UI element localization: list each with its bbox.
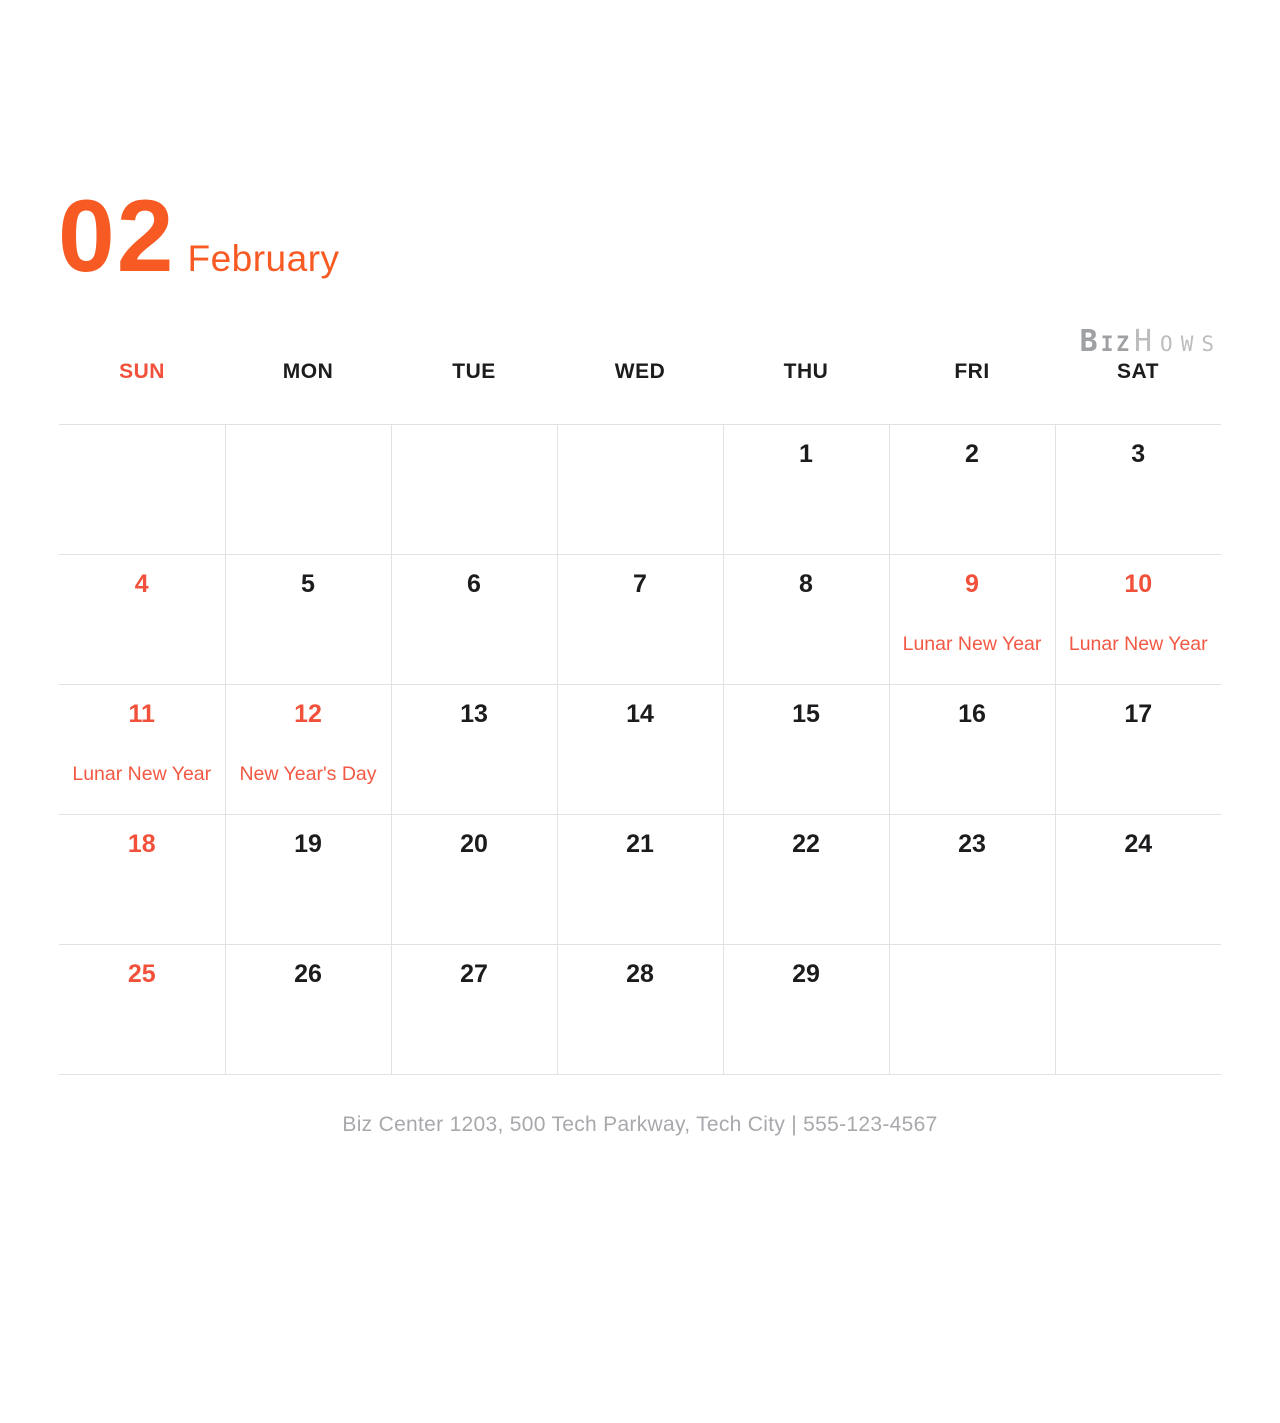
month-number: 02 — [58, 179, 176, 293]
weekday-header-row — [59, 342, 1221, 424]
day-cell-4 — [59, 554, 225, 684]
day-cell-2 — [889, 424, 1055, 554]
day-cell-17 — [1055, 684, 1221, 814]
day-cell-15 — [723, 684, 889, 814]
weekday-label-thu: THU — [783, 360, 829, 383]
empty-cell — [225, 424, 391, 554]
day-number: 27 — [460, 959, 488, 988]
day-number: 14 — [626, 699, 654, 728]
day-number: 24 — [1124, 829, 1153, 858]
brand-logo-part-1: Biz — [1079, 324, 1132, 359]
day-cell-11 — [59, 684, 225, 814]
day-number: 9 — [965, 569, 979, 598]
day-cell-1 — [723, 424, 889, 554]
day-number: 19 — [294, 829, 322, 858]
day-number: 25 — [127, 959, 156, 988]
empty-cell — [557, 424, 723, 554]
day-number: 10 — [1124, 569, 1153, 598]
day-cell-6 — [391, 554, 557, 684]
day-cell-3 — [1055, 424, 1221, 554]
weekday-label-wed: WED — [614, 360, 666, 383]
empty-cell — [889, 944, 1055, 1074]
day-number: 7 — [633, 569, 647, 598]
day-cell-9 — [889, 554, 1055, 684]
weekday-label-sun: SUN — [119, 360, 165, 383]
calendar-grid — [59, 342, 1221, 1075]
day-cell-20 — [391, 814, 557, 944]
day-number: 16 — [958, 699, 986, 728]
week-row-1 — [59, 424, 1221, 554]
day-cell-18 — [59, 814, 225, 944]
brand-logo-part-2: Hows — [1134, 324, 1222, 359]
day-number: 20 — [460, 829, 488, 858]
day-number: 2 — [965, 439, 979, 468]
day-number: 28 — [626, 959, 654, 988]
month-header — [58, 179, 1280, 293]
day-cell-22 — [723, 814, 889, 944]
day-cell-13 — [391, 684, 557, 814]
calendar-body — [59, 424, 1221, 1074]
day-number: 29 — [792, 959, 820, 988]
day-number: 6 — [467, 569, 481, 598]
empty-cell — [1055, 944, 1221, 1074]
day-number: 17 — [1124, 699, 1153, 728]
day-number: 26 — [294, 959, 322, 988]
weekday-label-tue: TUE — [452, 360, 496, 383]
weekday-label-mon: MON — [282, 360, 334, 383]
day-cell-14 — [557, 684, 723, 814]
day-cell-28 — [557, 944, 723, 1074]
day-number: 15 — [792, 699, 820, 728]
week-row-5 — [59, 944, 1221, 1074]
day-cell-24 — [1055, 814, 1221, 944]
day-cell-8 — [723, 554, 889, 684]
brand-logo — [1079, 324, 1222, 359]
day-cell-16 — [889, 684, 1055, 814]
empty-cell — [59, 424, 225, 554]
day-number: 5 — [301, 569, 315, 598]
day-number: 22 — [792, 829, 820, 858]
day-cell-27 — [391, 944, 557, 1074]
day-number: 23 — [958, 829, 986, 858]
day-cell-29 — [723, 944, 889, 1074]
day-cell-26 — [225, 944, 391, 1074]
day-number: 3 — [1131, 439, 1146, 468]
day-number: 1 — [799, 439, 813, 468]
week-row-3 — [59, 684, 1221, 814]
day-number: 18 — [127, 829, 156, 858]
day-cell-25 — [59, 944, 225, 1074]
day-cell-5 — [225, 554, 391, 684]
empty-cell — [391, 424, 557, 554]
week-row-4 — [59, 814, 1221, 944]
calendar-page — [0, 179, 1280, 1137]
day-cell-23 — [889, 814, 1055, 944]
day-number: 11 — [128, 699, 155, 728]
holiday-label: New Year's Day — [239, 762, 377, 785]
weekday-label-sat: SAT — [1117, 360, 1159, 383]
day-number: 13 — [460, 699, 488, 728]
day-number: 21 — [626, 829, 654, 858]
month-name: February — [187, 238, 340, 279]
footer-contact: Biz Center 1203, 500 Tech Parkway, Tech City | 555-123-4567 — [342, 1112, 938, 1136]
holiday-label: Lunar New Year — [1068, 632, 1208, 655]
holiday-label: Lunar New Year — [72, 762, 212, 785]
weekday-label-fri: FRI — [954, 360, 990, 383]
day-cell-21 — [557, 814, 723, 944]
week-row-2 — [59, 554, 1221, 684]
day-number: 12 — [294, 699, 322, 728]
day-cell-10 — [1055, 554, 1221, 684]
holiday-label: Lunar New Year — [902, 632, 1042, 655]
day-cell-12 — [225, 684, 391, 814]
day-cell-19 — [225, 814, 391, 944]
day-cell-7 — [557, 554, 723, 684]
day-number: 8 — [799, 569, 813, 598]
day-number: 4 — [134, 569, 149, 598]
